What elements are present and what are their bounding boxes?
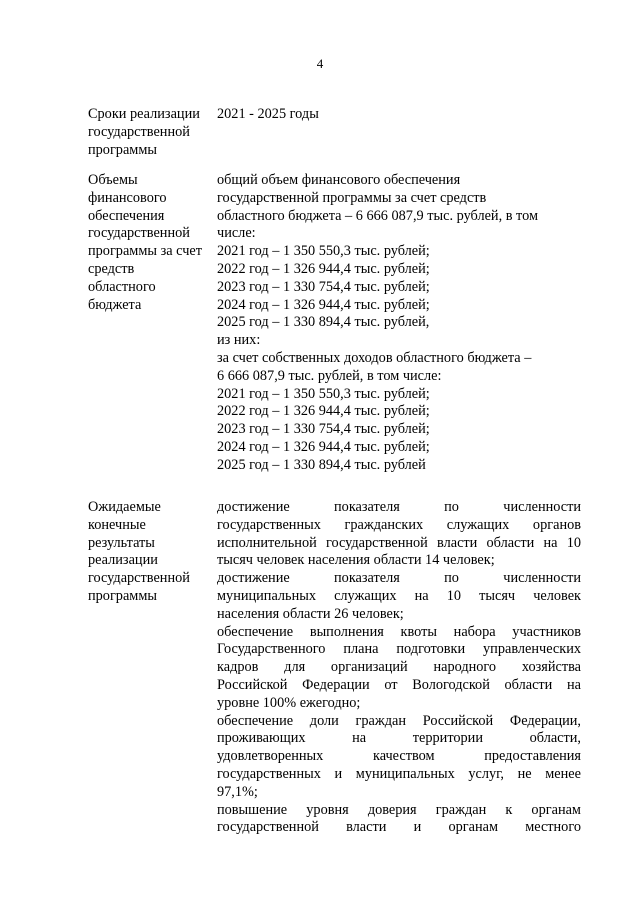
label-line: обеспечения — [88, 207, 165, 224]
funding-line: 2024 год – 1 326 944,4 тыс. рублей; — [217, 438, 430, 455]
period-value — [217, 106, 581, 124]
label-line: средств — [88, 260, 135, 277]
results-line: достижение показателя по численности — [217, 499, 581, 515]
value-line: 2021 - 2025 годы — [217, 106, 319, 122]
label-line: Сроки реализации — [88, 106, 200, 122]
results-line: 97,1%; — [217, 783, 258, 800]
funding-line: 2022 год – 1 326 944,4 тыс. рублей; — [217, 260, 430, 277]
funding-line: 6 666 087,9 тыс. рублей, в том числе: — [217, 367, 442, 384]
funding-value — [217, 172, 581, 475]
results-line: удовлетворенных качеством предоставления — [217, 748, 581, 765]
funding-line: за счет собственных доходов областного бюджета – — [217, 349, 532, 366]
results-line: муниципальных служащих на 10 тысяч человек — [217, 587, 581, 604]
funding-line: числе: — [217, 225, 256, 242]
results-line: достижение показателя по численности — [217, 570, 581, 587]
results-value — [217, 499, 581, 837]
funding-label — [88, 172, 213, 314]
label-line: результаты — [88, 534, 155, 551]
label-line: финансового — [88, 189, 167, 206]
label-line: государственной — [88, 570, 190, 587]
funding-line: областного бюджета – 6 666 087,9 тыс. рублей, в том — [217, 207, 539, 224]
funding-line: 2025 год – 1 330 894,4 тыс. рублей, — [217, 314, 430, 331]
results-line: тысяч человек населения области 14 человек; — [217, 552, 495, 569]
results-line: повышение уровня доверия граждан к органам — [217, 801, 581, 818]
label-line: программы за счет — [88, 243, 202, 260]
label-line: Объемы — [88, 172, 138, 188]
label-line: программы — [88, 587, 158, 604]
funding-line: общий объем финансового обеспечения — [217, 172, 461, 188]
results-line: государственной власти и органам местного — [217, 819, 581, 836]
results-label — [88, 499, 213, 606]
results-line: Российской Федерации от Вологодской области на — [217, 676, 581, 693]
results-line: обеспечение выполнения квоты набора участников — [217, 623, 581, 640]
label-line: программы — [88, 141, 158, 158]
label-line: государственной — [88, 225, 190, 242]
page-number: 4 — [316, 56, 324, 71]
results-line: проживающих на территории области, — [217, 730, 581, 747]
results-line: населения области 26 человек; — [217, 605, 404, 622]
funding-line: 2023 год – 1 330 754,4 тыс. рублей; — [217, 278, 430, 295]
funding-line: 2022 год – 1 326 944,4 тыс. рублей; — [217, 403, 430, 420]
funding-line: 2023 год – 1 330 754,4 тыс. рублей; — [217, 421, 430, 438]
label-line: Ожидаемые — [88, 499, 161, 515]
label-line: бюджета — [88, 296, 142, 313]
results-line: Государственного плана подготовки управленческих — [217, 641, 581, 658]
results-line: исполнительной государственной власти области на 10 — [217, 534, 581, 551]
results-line: обеспечение доли граждан Российской Федерации, — [217, 712, 581, 729]
results-line: государственных гражданских служащих органов — [217, 516, 581, 533]
funding-line: из них: — [217, 332, 261, 349]
funding-line: государственной программы за счет средств — [217, 189, 487, 206]
results-line: уровне 100% ежегодно; — [217, 694, 361, 711]
funding-line: 2021 год – 1 350 550,3 тыс. рублей; — [217, 243, 430, 260]
label-line: реализации — [88, 552, 158, 569]
funding-line: 2021 год – 1 350 550,3 тыс. рублей; — [217, 385, 430, 402]
label-line: конечные — [88, 516, 146, 533]
funding-line: 2024 год – 1 326 944,4 тыс. рублей; — [217, 296, 430, 313]
results-line: кадров для организаций народного хозяйства — [217, 659, 581, 676]
label-line: областного — [88, 278, 156, 295]
period-label — [88, 106, 213, 159]
funding-line: 2025 год – 1 330 894,4 тыс. рублей — [217, 456, 426, 473]
label-line: государственной — [88, 123, 190, 140]
results-line: государственных и муниципальных услуг, не менее — [217, 765, 581, 782]
